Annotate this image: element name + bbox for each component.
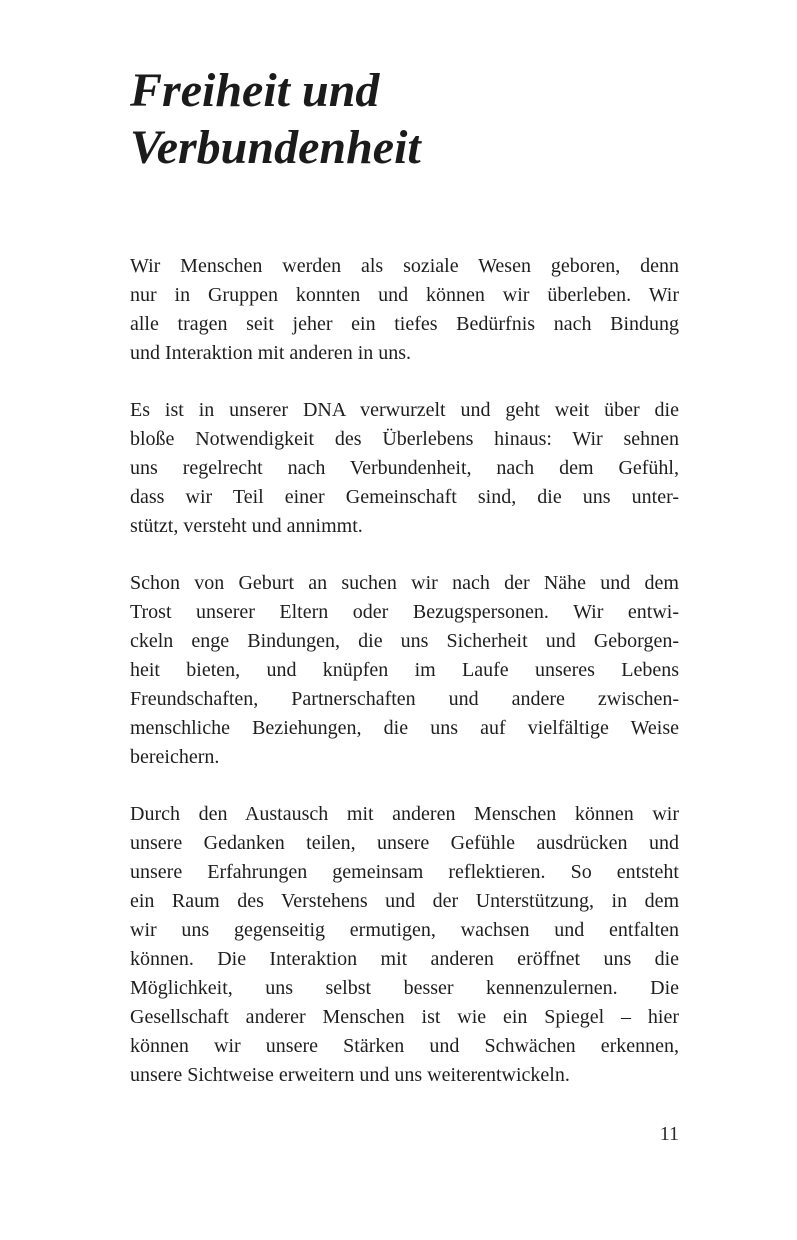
text-line: ein Raum des Verstehens und der Unterstützung, in dem [130,890,679,912]
text-line: Trost unserer Eltern oder Bezugspersonen. Wir entwi- [130,601,679,623]
page-title [130,62,679,176]
text-line: Wir Menschen werden als soziale Wesen geboren, denn [130,255,679,277]
text-line: wir uns gegenseitig ermutigen, wachsen und entfalten [130,919,679,941]
text-line: stützt, versteht und annimmt. [130,515,363,537]
text-line: Möglichkeit, uns selbst besser kennenzulernen. Die [130,977,679,999]
body-text [130,252,679,1090]
title-line-1: Freiheit und [130,64,380,117]
text-line: unsere Erfahrungen gemeinsam reflektieren. So entsteht [130,861,679,883]
text-line: menschliche Beziehungen, die uns auf vielfältige Weise [130,717,679,739]
text-line: unsere Sichtweise erweitern und uns weiterentwickeln. [130,1064,570,1086]
paragraph-4 [130,800,679,1090]
text-line: bloße Notwendigkeit des Überlebens hinaus: Wir sehnen [130,428,679,450]
text-line: alle tragen seit jeher ein tiefes Bedürfnis nach Bindung [130,313,679,335]
text-line: ckeln enge Bindungen, die uns Sicherheit und Geborgen- [130,630,679,652]
text-line: unsere Gedanken teilen, unsere Gefühle ausdrücken und [130,832,679,854]
paragraph-2 [130,396,679,541]
text-line: können wir unsere Stärken und Schwächen erkennen, [130,1035,679,1057]
text-line: Gesellschaft anderer Menschen ist wie ein Spiegel – hier [130,1006,679,1028]
paragraph-3 [130,569,679,772]
page-number: 11 [659,1123,679,1145]
paragraph-1 [130,252,679,368]
text-line: können. Die Interaktion mit anderen eröffnet uns die [130,948,679,970]
title-line-2: Verbundenheit [130,121,421,174]
text-line: Durch den Austausch mit anderen Menschen können wir [130,803,679,825]
text-line: dass wir Teil einer Gemeinschaft sind, die uns unter- [130,486,679,508]
text-line: Es ist in unserer DNA verwurzelt und geht weit über die [130,399,679,421]
text-line: uns regelrecht nach Verbundenheit, nach dem Gefühl, [130,457,679,479]
text-line: bereichern. [130,746,220,768]
text-line: Schon von Geburt an suchen wir nach der Nähe und dem [130,572,679,594]
text-line: nur in Gruppen konnten und können wir überleben. Wir [130,284,679,306]
text-line: und Interaktion mit anderen in uns. [130,342,412,364]
text-line: heit bieten, und knüpfen im Laufe unseres Lebens [130,659,679,681]
text-line: Freundschaften, Partnerschaften und andere zwischen- [130,688,679,710]
